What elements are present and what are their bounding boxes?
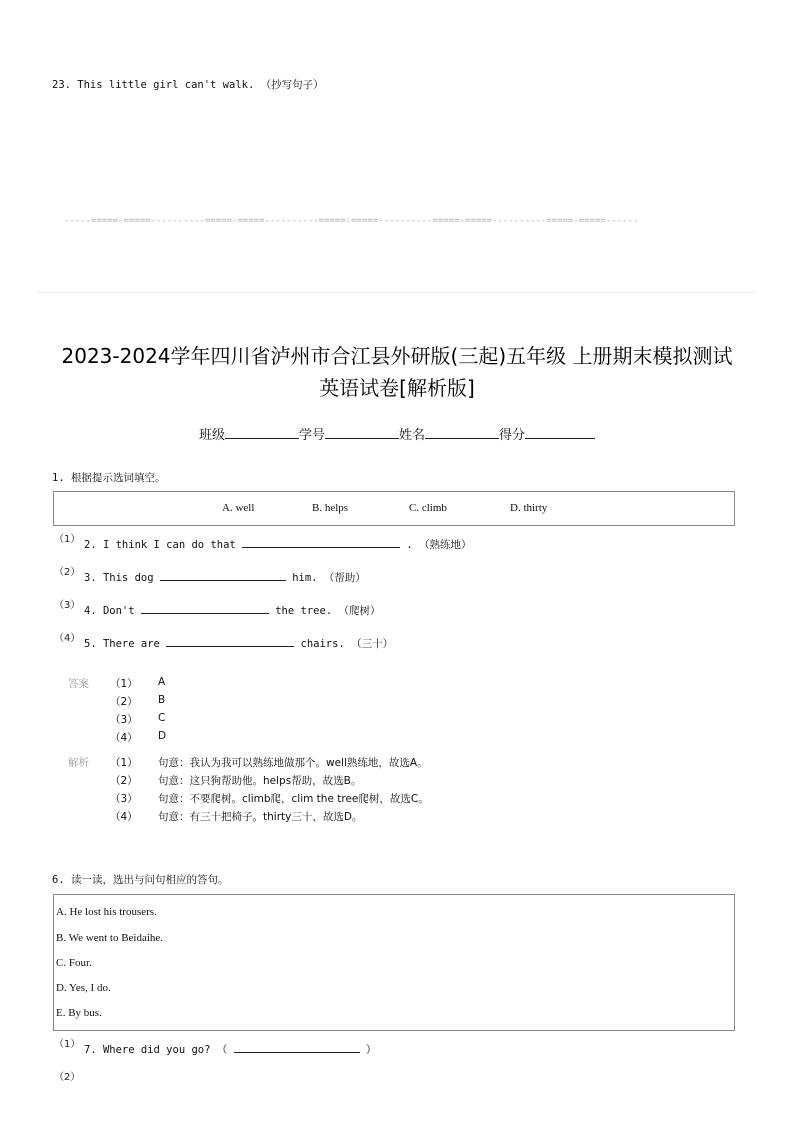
analysis-label: 解析 xyxy=(68,757,89,769)
option-b: B. helps xyxy=(312,502,349,514)
section6-option-box xyxy=(53,894,735,1031)
class-blank[interactable] xyxy=(225,428,299,439)
question-item xyxy=(84,1042,376,1057)
answer-value: D xyxy=(158,730,167,742)
answer-value: C xyxy=(158,712,166,724)
option-c: C. climb xyxy=(409,502,447,514)
score-blank[interactable] xyxy=(525,428,595,439)
id-label: 学号 xyxy=(298,428,325,443)
question-item xyxy=(84,603,380,618)
question-item xyxy=(84,537,472,552)
question-item xyxy=(84,636,393,651)
item-number: （1） xyxy=(54,534,81,545)
item-number: （2） xyxy=(54,1072,81,1083)
option-a: A. He lost his trousers. xyxy=(56,906,157,918)
analysis-text: 句意：这只狗帮助他。helps帮助，故选B。 xyxy=(158,775,362,787)
answer-blank[interactable] xyxy=(242,537,400,548)
analysis-number: （4） xyxy=(110,811,138,823)
question-hint: chairs. （三十） xyxy=(300,638,394,650)
divider-line xyxy=(38,292,756,293)
question-text: 2. I think I can do that xyxy=(84,539,236,551)
option-e: E. By bus. xyxy=(56,1007,102,1019)
answer-number: （1） xyxy=(110,678,138,690)
class-label: 班级 xyxy=(198,428,225,443)
prev-question: 23. This little girl can't walk. （抄写句子） xyxy=(52,79,324,91)
question-hint: the tree. （爬树） xyxy=(275,605,381,617)
answer-blank[interactable] xyxy=(160,570,286,581)
analysis-text: 句意：有三十把椅子。thirty三十，故选D。 xyxy=(158,811,363,823)
answer-value: B xyxy=(158,694,166,706)
question-item xyxy=(84,570,366,585)
section1-heading: 1. 根据提示选词填空。 xyxy=(52,472,166,484)
question-text: 3. This dog xyxy=(84,572,154,584)
analysis-number: （3） xyxy=(110,793,138,805)
analysis-text: 句意：不要爬树。climb爬，clim the tree爬树，故选C。 xyxy=(158,793,429,805)
answer-number: （3） xyxy=(110,714,138,726)
answer-number: （4） xyxy=(110,732,138,744)
option-a: A. well xyxy=(222,502,255,514)
option-d: D. thirty xyxy=(510,502,548,514)
section1-option-box xyxy=(53,491,735,526)
exam-title-line1: 2023-2024学年四川省泸州市合江县外研版(三起)五年级 上册期末模拟测试 xyxy=(61,344,733,368)
answer-label: 答案 xyxy=(68,678,89,690)
id-blank[interactable] xyxy=(325,428,399,439)
question-text: 5. There are xyxy=(84,638,160,650)
analysis-number: （2） xyxy=(110,775,138,787)
student-info-line xyxy=(0,424,794,443)
exam-title-line2: 英语试卷[解析版] xyxy=(319,376,475,400)
item-number: （1） xyxy=(54,1039,81,1050)
item-number: （4） xyxy=(54,633,81,644)
score-label: 得分 xyxy=(499,428,526,443)
name-blank[interactable] xyxy=(425,428,499,439)
answer-blank[interactable] xyxy=(234,1042,360,1053)
page-separator: -----=====☆=====----------=====☆=====----------=====☆=====----------=====☆=====----------=====☆=====------ xyxy=(64,216,639,226)
answer-blank[interactable] xyxy=(166,636,294,647)
option-c: C. Four. xyxy=(56,957,92,969)
item-number: （3） xyxy=(54,600,81,611)
question-text: 7. Where did you go? （ xyxy=(84,1044,228,1056)
answer-blank[interactable] xyxy=(141,603,269,614)
question-hint: . （熟练地） xyxy=(406,539,472,551)
option-d: D. Yes, I do. xyxy=(56,982,111,994)
question-close: ） xyxy=(365,1044,377,1056)
name-label: 姓名 xyxy=(399,428,426,443)
question-text: 4. Don't xyxy=(84,605,135,617)
answer-value: A xyxy=(158,676,166,688)
analysis-text: 句意：我认为我可以熟练地做那个。well熟练地，故选A。 xyxy=(158,757,428,769)
answer-number: （2） xyxy=(110,696,138,708)
section6-heading: 6. 读一读，选出与问句相应的答句。 xyxy=(52,874,229,886)
analysis-number: （1） xyxy=(110,757,138,769)
question-hint: him. （帮助） xyxy=(292,572,366,584)
option-b: B. We went to Beidaihe. xyxy=(56,932,164,944)
item-number: （2） xyxy=(54,567,81,578)
